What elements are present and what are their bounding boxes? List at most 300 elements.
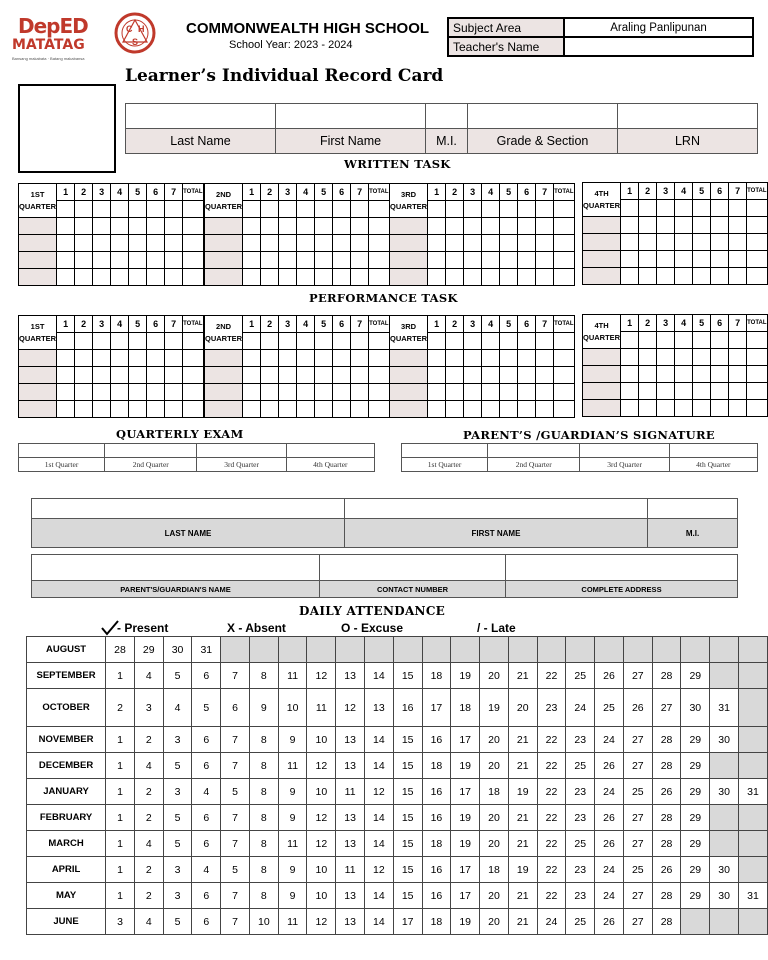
day-cell[interactable]: 5: [192, 689, 221, 727]
score-cell[interactable]: [57, 367, 75, 384]
day-cell[interactable]: 30: [710, 727, 739, 753]
day-cell[interactable]: 12: [336, 689, 365, 727]
score-cell[interactable]: [621, 349, 639, 366]
day-cell[interactable]: 17: [451, 857, 480, 883]
score-cell[interactable]: [639, 251, 657, 268]
day-cell[interactable]: 19: [451, 909, 480, 935]
score-cell[interactable]: [518, 367, 536, 384]
score-cell[interactable]: [482, 269, 500, 286]
day-cell[interactable]: 28: [652, 663, 681, 689]
score-cell[interactable]: [729, 400, 747, 417]
score-cell[interactable]: [315, 333, 333, 350]
day-cell[interactable]: 14: [365, 753, 394, 779]
day-cell[interactable]: 15: [393, 831, 422, 857]
day-cell[interactable]: 5: [221, 779, 250, 805]
day-cell[interactable]: 16: [422, 857, 451, 883]
day-cell[interactable]: 6: [192, 831, 221, 857]
score-cell[interactable]: [261, 350, 279, 367]
score-cell[interactable]: [129, 350, 147, 367]
score-cell[interactable]: [621, 200, 639, 217]
score-cell[interactable]: [297, 333, 315, 350]
day-cell[interactable]: 4: [163, 689, 192, 727]
total-cell[interactable]: [554, 367, 574, 384]
day-cell[interactable]: 27: [652, 689, 681, 727]
score-cell[interactable]: [261, 218, 279, 235]
day-cell[interactable]: 24: [595, 727, 624, 753]
day-cell[interactable]: 2: [134, 805, 163, 831]
score-cell[interactable]: [75, 384, 93, 401]
score-cell[interactable]: [57, 401, 75, 418]
day-cell[interactable]: 1: [106, 805, 135, 831]
score-cell[interactable]: [675, 251, 693, 268]
lower-first-name-field[interactable]: [345, 499, 648, 519]
day-cell[interactable]: 18: [422, 909, 451, 935]
day-cell[interactable]: 11: [336, 857, 365, 883]
day-cell[interactable]: 28: [652, 805, 681, 831]
score-cell[interactable]: [446, 367, 464, 384]
score-cell[interactable]: [147, 333, 165, 350]
score-cell[interactable]: [464, 201, 482, 218]
score-cell[interactable]: [315, 218, 333, 235]
score-cell[interactable]: [279, 367, 297, 384]
score-cell[interactable]: [536, 252, 554, 269]
score-cell[interactable]: [675, 349, 693, 366]
day-cell[interactable]: 28: [652, 753, 681, 779]
day-cell[interactable]: 12: [307, 909, 336, 935]
score-cell[interactable]: [93, 367, 111, 384]
score-cell[interactable]: [261, 269, 279, 286]
day-cell[interactable]: 28: [652, 883, 681, 909]
total-cell[interactable]: [554, 333, 574, 350]
day-cell[interactable]: 22: [537, 883, 566, 909]
score-cell[interactable]: [93, 201, 111, 218]
pt-q1-row-label-cell[interactable]: [19, 367, 57, 384]
day-cell[interactable]: 11: [278, 909, 307, 935]
day-cell[interactable]: 13: [336, 831, 365, 857]
day-cell[interactable]: 10: [307, 857, 336, 883]
day-cell[interactable]: 18: [422, 831, 451, 857]
score-cell[interactable]: [129, 252, 147, 269]
score-cell[interactable]: [446, 401, 464, 418]
pt-q3-row-label-cell[interactable]: [390, 384, 428, 401]
score-cell[interactable]: [111, 401, 129, 418]
day-cell[interactable]: 17: [393, 909, 422, 935]
day-cell[interactable]: 19: [451, 663, 480, 689]
day-cell[interactable]: 23: [566, 857, 595, 883]
score-cell[interactable]: [279, 235, 297, 252]
score-cell[interactable]: [500, 218, 518, 235]
day-cell[interactable]: 4: [192, 779, 221, 805]
day-cell[interactable]: 27: [623, 753, 652, 779]
day-cell[interactable]: 22: [537, 831, 566, 857]
day-cell[interactable]: 9: [278, 857, 307, 883]
address-field[interactable]: [506, 555, 738, 581]
score-cell[interactable]: [165, 269, 183, 286]
total-cell[interactable]: [747, 234, 767, 251]
score-cell[interactable]: [279, 252, 297, 269]
score-cell[interactable]: [518, 201, 536, 218]
score-cell[interactable]: [729, 251, 747, 268]
day-cell[interactable]: 5: [163, 753, 192, 779]
score-cell[interactable]: [693, 349, 711, 366]
day-cell[interactable]: 13: [336, 909, 365, 935]
day-cell[interactable]: 19: [451, 831, 480, 857]
score-cell[interactable]: [147, 218, 165, 235]
score-cell[interactable]: [111, 218, 129, 235]
score-cell[interactable]: [657, 400, 675, 417]
day-cell[interactable]: 26: [595, 663, 624, 689]
score-cell[interactable]: [129, 401, 147, 418]
score-cell[interactable]: [693, 234, 711, 251]
score-cell[interactable]: [297, 218, 315, 235]
score-cell[interactable]: [333, 384, 351, 401]
day-cell[interactable]: 16: [422, 779, 451, 805]
day-cell[interactable]: 8: [249, 779, 278, 805]
total-cell[interactable]: [554, 401, 574, 418]
day-cell[interactable]: 30: [681, 689, 710, 727]
score-cell[interactable]: [57, 252, 75, 269]
day-cell[interactable]: 31: [710, 689, 739, 727]
day-cell[interactable]: 20: [480, 805, 509, 831]
subject-area-field[interactable]: Araling Panlipunan: [564, 18, 753, 37]
pt-q4-row-label-cell[interactable]: [583, 366, 621, 383]
score-cell[interactable]: [243, 333, 261, 350]
score-cell[interactable]: [333, 252, 351, 269]
score-cell[interactable]: [428, 218, 446, 235]
score-cell[interactable]: [57, 384, 75, 401]
day-cell[interactable]: 21: [508, 805, 537, 831]
wt-q3-row-label-cell[interactable]: [390, 269, 428, 286]
first-name-field[interactable]: [276, 104, 426, 129]
score-cell[interactable]: [75, 201, 93, 218]
score-cell[interactable]: [621, 234, 639, 251]
score-cell[interactable]: [675, 234, 693, 251]
score-cell[interactable]: [536, 218, 554, 235]
day-cell[interactable]: 31: [192, 637, 221, 663]
score-cell[interactable]: [675, 332, 693, 349]
total-cell[interactable]: [369, 235, 389, 252]
score-cell[interactable]: [711, 234, 729, 251]
score-cell[interactable]: [446, 235, 464, 252]
score-cell[interactable]: [165, 218, 183, 235]
day-cell[interactable]: 31: [738, 883, 767, 909]
score-cell[interactable]: [261, 252, 279, 269]
day-cell[interactable]: 15: [393, 663, 422, 689]
score-cell[interactable]: [693, 332, 711, 349]
score-cell[interactable]: [129, 269, 147, 286]
score-cell[interactable]: [351, 401, 369, 418]
score-cell[interactable]: [165, 201, 183, 218]
day-cell[interactable]: 13: [336, 805, 365, 831]
day-cell[interactable]: 6: [192, 727, 221, 753]
day-cell[interactable]: 1: [106, 663, 135, 689]
day-cell[interactable]: 19: [451, 805, 480, 831]
score-cell[interactable]: [446, 350, 464, 367]
day-cell[interactable]: 3: [163, 779, 192, 805]
score-cell[interactable]: [464, 350, 482, 367]
sig-q2-field[interactable]: [488, 444, 580, 458]
day-cell[interactable]: 22: [537, 779, 566, 805]
day-cell[interactable]: 1: [106, 727, 135, 753]
score-cell[interactable]: [279, 269, 297, 286]
score-cell[interactable]: [536, 235, 554, 252]
day-cell[interactable]: 20: [480, 909, 509, 935]
score-cell[interactable]: [93, 384, 111, 401]
wt-q1-row-label-cell[interactable]: [19, 252, 57, 269]
day-cell[interactable]: 13: [336, 727, 365, 753]
day-cell[interactable]: 25: [623, 857, 652, 883]
score-cell[interactable]: [351, 350, 369, 367]
score-cell[interactable]: [621, 268, 639, 285]
day-cell[interactable]: 24: [595, 857, 624, 883]
score-cell[interactable]: [165, 401, 183, 418]
wt-q1-row-label-cell[interactable]: [19, 218, 57, 235]
score-cell[interactable]: [464, 401, 482, 418]
wt-q1-row-label-cell[interactable]: [19, 269, 57, 286]
score-cell[interactable]: [464, 252, 482, 269]
day-cell[interactable]: 1: [106, 779, 135, 805]
pt-q1-row-label-cell[interactable]: [19, 350, 57, 367]
day-cell[interactable]: 12: [307, 663, 336, 689]
day-cell[interactable]: 3: [163, 883, 192, 909]
day-cell[interactable]: 25: [566, 663, 595, 689]
score-cell[interactable]: [518, 333, 536, 350]
total-cell[interactable]: [369, 252, 389, 269]
day-cell[interactable]: 20: [508, 689, 537, 727]
total-cell[interactable]: [747, 217, 767, 234]
score-cell[interactable]: [75, 367, 93, 384]
day-cell[interactable]: 29: [681, 727, 710, 753]
score-cell[interactable]: [165, 333, 183, 350]
score-cell[interactable]: [333, 269, 351, 286]
wt-q4-row-label-cell[interactable]: [583, 251, 621, 268]
score-cell[interactable]: [261, 384, 279, 401]
day-cell[interactable]: 9: [278, 883, 307, 909]
score-cell[interactable]: [711, 383, 729, 400]
total-cell[interactable]: [183, 367, 203, 384]
score-cell[interactable]: [147, 367, 165, 384]
day-cell[interactable]: 4: [192, 857, 221, 883]
pt-q3-row-label-cell[interactable]: [390, 367, 428, 384]
score-cell[interactable]: [428, 401, 446, 418]
day-cell[interactable]: 14: [365, 883, 394, 909]
day-cell[interactable]: 23: [566, 805, 595, 831]
score-cell[interactable]: [675, 383, 693, 400]
score-cell[interactable]: [657, 251, 675, 268]
day-cell[interactable]: 2: [134, 883, 163, 909]
day-cell[interactable]: 5: [163, 831, 192, 857]
score-cell[interactable]: [93, 350, 111, 367]
score-cell[interactable]: [446, 201, 464, 218]
score-cell[interactable]: [315, 201, 333, 218]
day-cell[interactable]: 7: [221, 909, 250, 935]
lower-mi-field[interactable]: [648, 499, 738, 519]
day-cell[interactable]: 30: [710, 779, 739, 805]
score-cell[interactable]: [333, 333, 351, 350]
score-cell[interactable]: [279, 201, 297, 218]
score-cell[interactable]: [482, 235, 500, 252]
pt-q3-row-label-cell[interactable]: [390, 350, 428, 367]
qe-q3-field[interactable]: [197, 444, 286, 458]
score-cell[interactable]: [518, 218, 536, 235]
day-cell[interactable]: 2: [134, 857, 163, 883]
day-cell[interactable]: 29: [681, 831, 710, 857]
day-cell[interactable]: 21: [508, 753, 537, 779]
day-cell[interactable]: 21: [508, 663, 537, 689]
score-cell[interactable]: [333, 201, 351, 218]
score-cell[interactable]: [621, 383, 639, 400]
day-cell[interactable]: 25: [566, 753, 595, 779]
grade-section-field[interactable]: [468, 104, 618, 129]
day-cell[interactable]: 22: [537, 663, 566, 689]
score-cell[interactable]: [147, 401, 165, 418]
score-cell[interactable]: [111, 333, 129, 350]
score-cell[interactable]: [243, 201, 261, 218]
day-cell[interactable]: 30: [163, 637, 192, 663]
day-cell[interactable]: 29: [681, 857, 710, 883]
score-cell[interactable]: [147, 350, 165, 367]
day-cell[interactable]: 15: [393, 779, 422, 805]
total-cell[interactable]: [183, 333, 203, 350]
day-cell[interactable]: 16: [393, 689, 422, 727]
day-cell[interactable]: 26: [652, 779, 681, 805]
day-cell[interactable]: 22: [537, 857, 566, 883]
score-cell[interactable]: [333, 367, 351, 384]
score-cell[interactable]: [464, 333, 482, 350]
day-cell[interactable]: 17: [451, 727, 480, 753]
score-cell[interactable]: [279, 350, 297, 367]
day-cell[interactable]: 27: [623, 663, 652, 689]
score-cell[interactable]: [315, 235, 333, 252]
score-cell[interactable]: [675, 268, 693, 285]
total-cell[interactable]: [183, 401, 203, 418]
total-cell[interactable]: [554, 201, 574, 218]
total-cell[interactable]: [554, 350, 574, 367]
score-cell[interactable]: [657, 366, 675, 383]
total-cell[interactable]: [369, 367, 389, 384]
score-cell[interactable]: [351, 252, 369, 269]
score-cell[interactable]: [261, 367, 279, 384]
day-cell[interactable]: 25: [623, 779, 652, 805]
score-cell[interactable]: [446, 269, 464, 286]
score-cell[interactable]: [57, 235, 75, 252]
day-cell[interactable]: 8: [249, 663, 278, 689]
guardian-name-field[interactable]: [32, 555, 320, 581]
day-cell[interactable]: 23: [566, 883, 595, 909]
score-cell[interactable]: [621, 332, 639, 349]
sig-q4-field[interactable]: [669, 444, 757, 458]
wt-q3-row-label-cell[interactable]: [390, 235, 428, 252]
day-cell[interactable]: 20: [480, 831, 509, 857]
pt-q2-row-label-cell[interactable]: [205, 367, 243, 384]
score-cell[interactable]: [446, 333, 464, 350]
score-cell[interactable]: [333, 401, 351, 418]
score-cell[interactable]: [129, 201, 147, 218]
qe-q1-field[interactable]: [19, 444, 105, 458]
score-cell[interactable]: [111, 235, 129, 252]
lower-last-name-field[interactable]: [32, 499, 345, 519]
score-cell[interactable]: [315, 401, 333, 418]
score-cell[interactable]: [279, 218, 297, 235]
score-cell[interactable]: [165, 384, 183, 401]
day-cell[interactable]: 24: [595, 883, 624, 909]
score-cell[interactable]: [297, 367, 315, 384]
day-cell[interactable]: 13: [336, 883, 365, 909]
score-cell[interactable]: [93, 252, 111, 269]
score-cell[interactable]: [639, 349, 657, 366]
score-cell[interactable]: [711, 268, 729, 285]
score-cell[interactable]: [657, 234, 675, 251]
day-cell[interactable]: 19: [480, 689, 509, 727]
score-cell[interactable]: [57, 333, 75, 350]
score-cell[interactable]: [518, 235, 536, 252]
score-cell[interactable]: [482, 401, 500, 418]
score-cell[interactable]: [639, 366, 657, 383]
day-cell[interactable]: 30: [710, 857, 739, 883]
day-cell[interactable]: 12: [307, 831, 336, 857]
score-cell[interactable]: [75, 350, 93, 367]
day-cell[interactable]: 17: [451, 779, 480, 805]
day-cell[interactable]: 3: [134, 689, 163, 727]
score-cell[interactable]: [711, 400, 729, 417]
sig-q3-field[interactable]: [580, 444, 669, 458]
day-cell[interactable]: 12: [307, 753, 336, 779]
score-cell[interactable]: [639, 268, 657, 285]
day-cell[interactable]: 14: [365, 909, 394, 935]
total-cell[interactable]: [183, 201, 203, 218]
day-cell[interactable]: 26: [595, 753, 624, 779]
day-cell[interactable]: 28: [652, 909, 681, 935]
score-cell[interactable]: [315, 252, 333, 269]
score-cell[interactable]: [165, 235, 183, 252]
total-cell[interactable]: [747, 400, 767, 417]
score-cell[interactable]: [428, 367, 446, 384]
score-cell[interactable]: [621, 366, 639, 383]
score-cell[interactable]: [639, 400, 657, 417]
last-name-field[interactable]: [126, 104, 276, 129]
day-cell[interactable]: 9: [278, 779, 307, 805]
day-cell[interactable]: 5: [163, 663, 192, 689]
day-cell[interactable]: 20: [480, 663, 509, 689]
score-cell[interactable]: [482, 350, 500, 367]
score-cell[interactable]: [243, 367, 261, 384]
score-cell[interactable]: [165, 252, 183, 269]
score-cell[interactable]: [261, 401, 279, 418]
day-cell[interactable]: 29: [681, 753, 710, 779]
day-cell[interactable]: 1: [106, 857, 135, 883]
total-cell[interactable]: [183, 384, 203, 401]
day-cell[interactable]: 9: [278, 805, 307, 831]
day-cell[interactable]: 22: [537, 753, 566, 779]
day-cell[interactable]: 14: [365, 831, 394, 857]
score-cell[interactable]: [351, 333, 369, 350]
day-cell[interactable]: 7: [221, 727, 250, 753]
score-cell[interactable]: [729, 366, 747, 383]
score-cell[interactable]: [243, 401, 261, 418]
qe-q2-field[interactable]: [105, 444, 197, 458]
day-cell[interactable]: 10: [307, 883, 336, 909]
score-cell[interactable]: [351, 269, 369, 286]
score-cell[interactable]: [464, 384, 482, 401]
score-cell[interactable]: [129, 367, 147, 384]
score-cell[interactable]: [147, 269, 165, 286]
day-cell[interactable]: 4: [134, 909, 163, 935]
score-cell[interactable]: [57, 350, 75, 367]
day-cell[interactable]: 25: [595, 689, 624, 727]
day-cell[interactable]: 24: [595, 779, 624, 805]
score-cell[interactable]: [243, 235, 261, 252]
lrn-field[interactable]: [618, 104, 758, 129]
